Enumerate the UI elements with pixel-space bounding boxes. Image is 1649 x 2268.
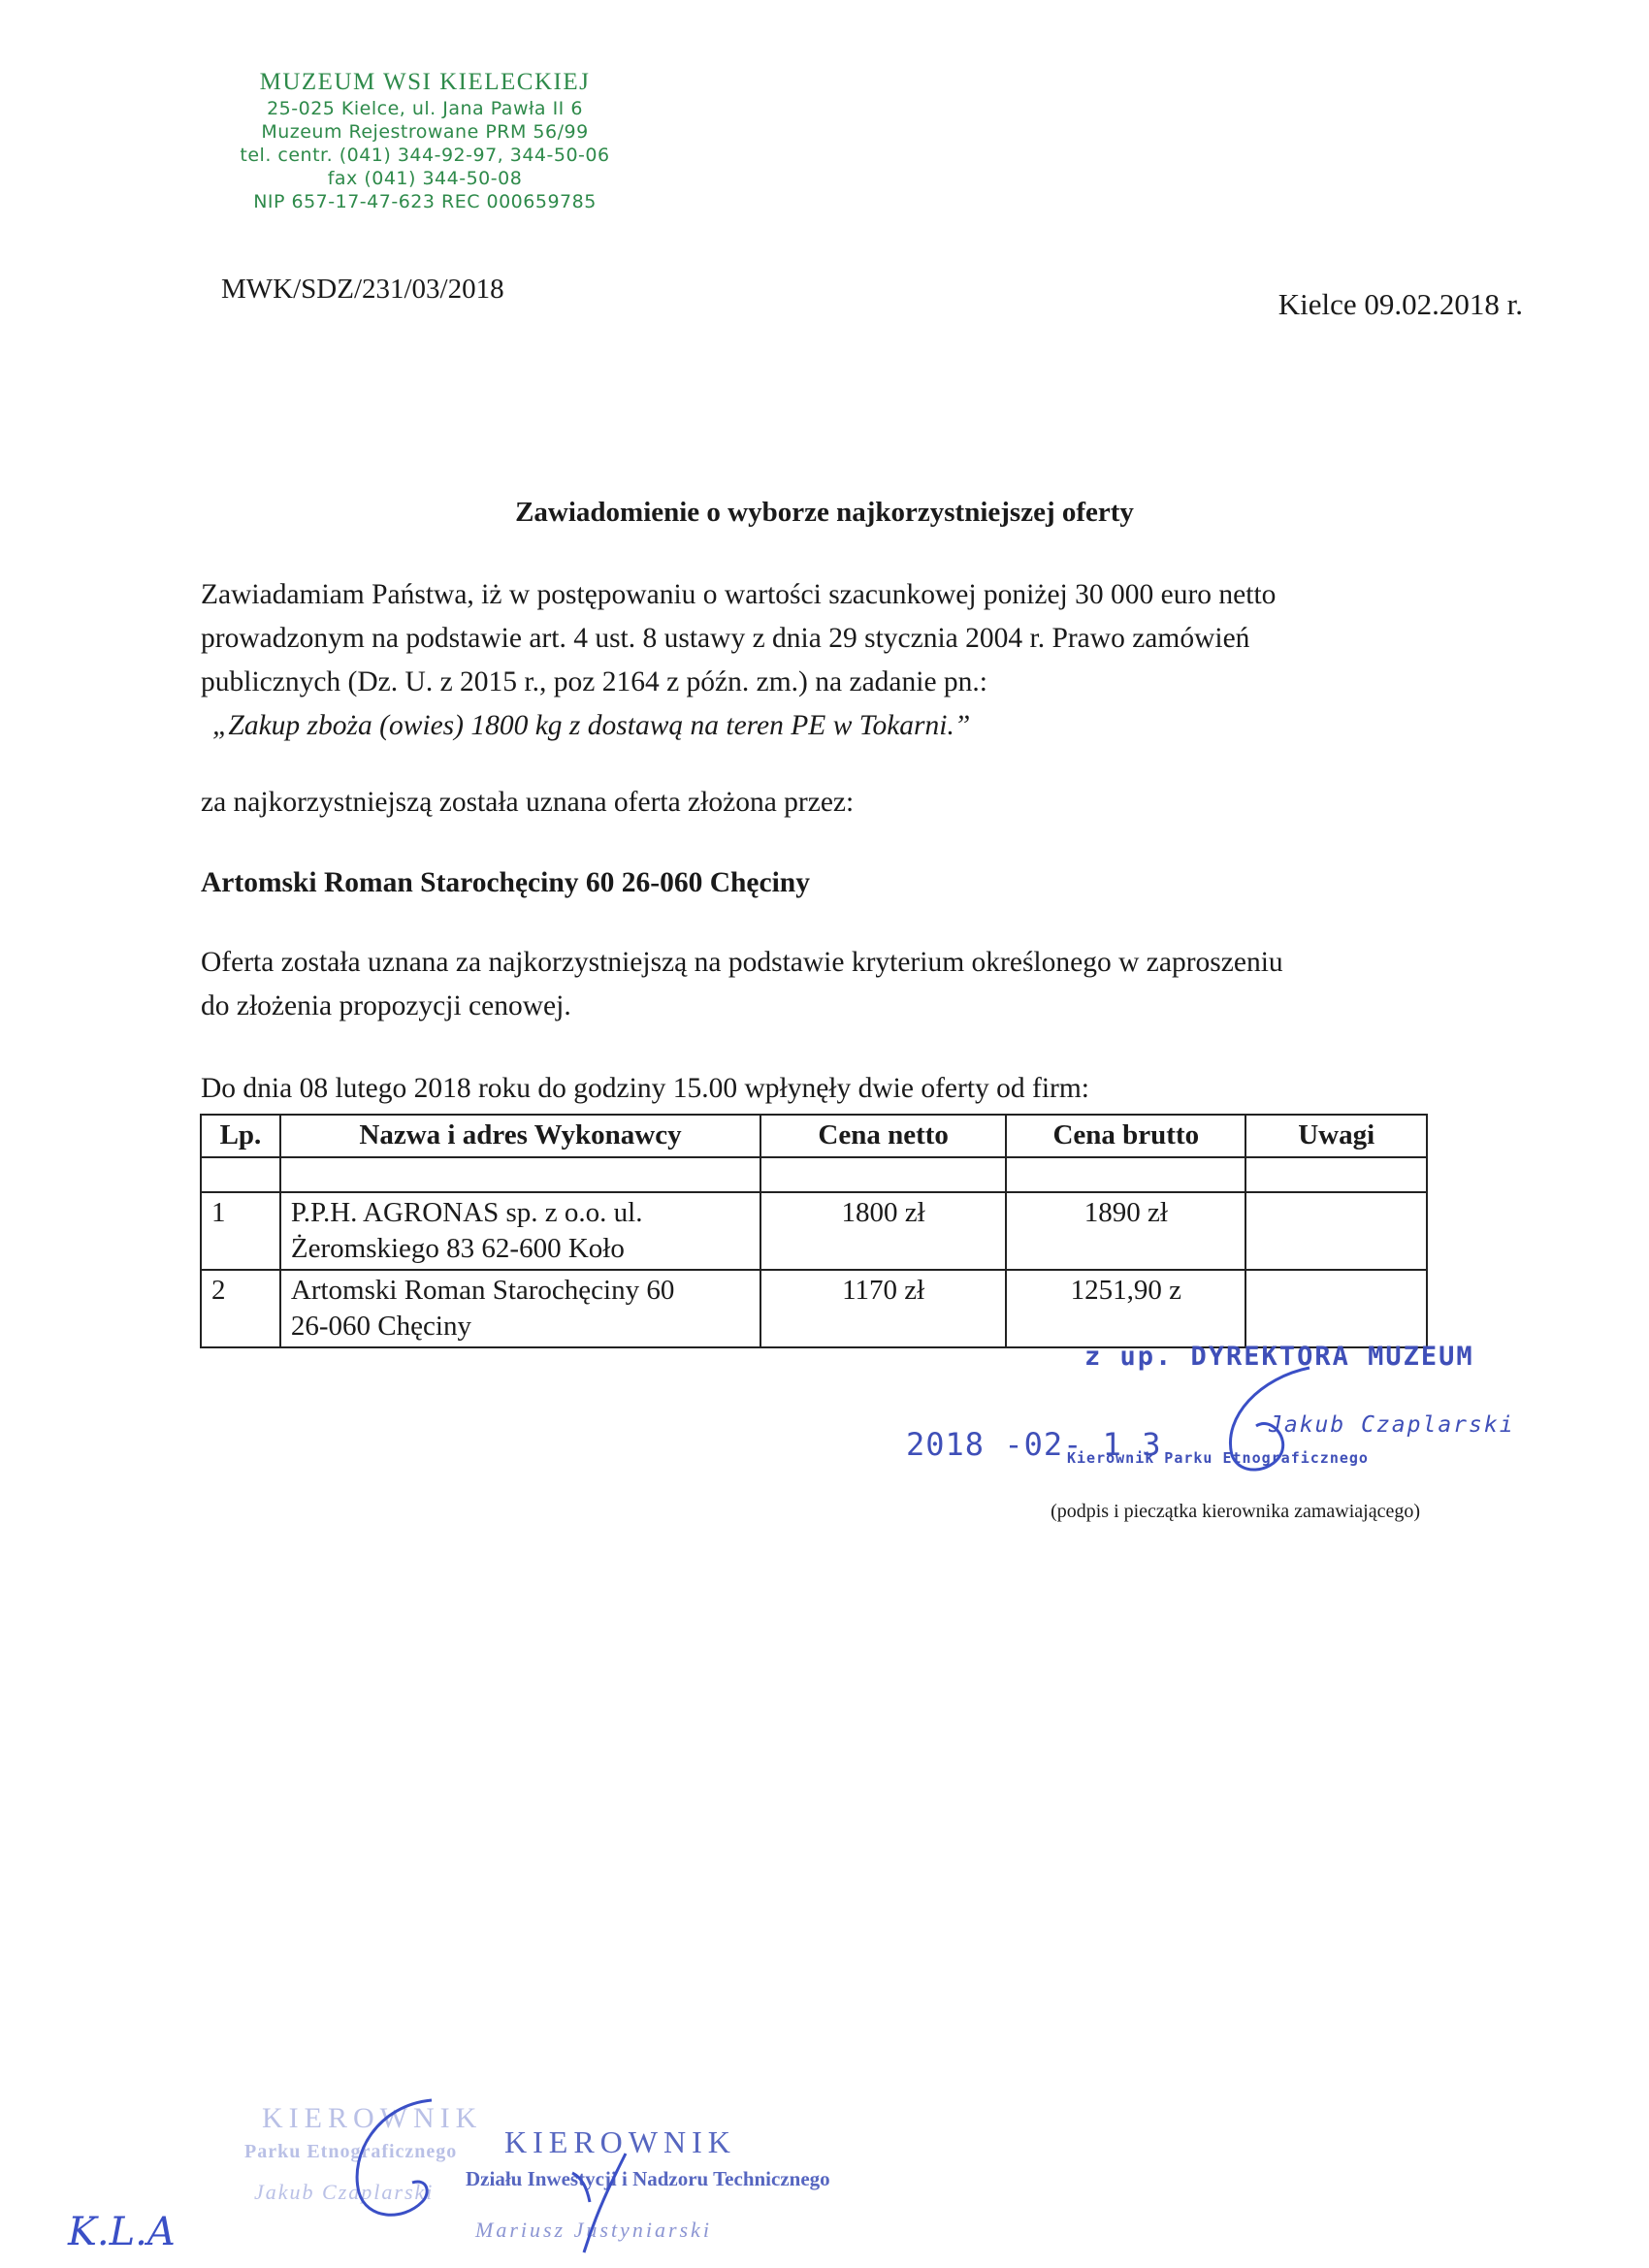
stamp-signatory-role: Kierownik Parku Etnograficznego: [1067, 1449, 1369, 1467]
cell-gross-price: 1251,90 z: [1006, 1270, 1245, 1347]
paragraph-line: do złożenia propozycji cenowej.: [201, 990, 571, 1021]
bottom-stamp-1-title: KIEROWNIK: [262, 2102, 483, 2134]
cell-net-price: 1170 zł: [760, 1270, 1006, 1347]
cell-net-price: 1800 zł: [760, 1192, 1006, 1270]
paragraph-line: prowadzonym na podstawie art. 4 ust. 8 ustawy z dnia 29 stycznia 2004 r. Prawo zamówień: [201, 623, 1250, 654]
task-name-quote: „Zakup zboża (owies) 1800 kg z dostawą na teren PE w Tokarni.”: [212, 710, 971, 741]
notification-paragraph: [201, 573, 1462, 748]
table-row: [201, 1270, 1427, 1347]
paragraph-line: publicznych (Dz. U. z 2015 r., poz 2164 z późn. zm.) na zadanie pn.:: [201, 666, 987, 697]
paragraph-line: Zawiadamiam Państwa, iż w postępowaniu o wartości szacunkowej poniżej 30 000 euro netto: [201, 579, 1277, 610]
reference-number: MWK/SDZ/231/03/2018: [221, 274, 504, 305]
stamp-deputy-director: z up. DYREKTORA MUZEUM: [1084, 1342, 1474, 1372]
bottom-stamp-1-department: Parku Etnograficznego: [244, 2141, 458, 2162]
place-and-date: Kielce 09.02.2018 r.: [1277, 287, 1523, 321]
museum-header-stamp: [221, 68, 629, 213]
selection-statement: za najkorzystniejszą została uznana oferta złożona przez:: [201, 787, 855, 818]
bottom-stamp-2-title: KIEROWNIK: [504, 2124, 736, 2159]
bottom-signature-1: [340, 2086, 485, 2231]
paragraph-line: Oferta została uznana za najkorzystniejszą na podstawie kryterium określonego w zaproszeniu: [201, 947, 1283, 978]
cell-contractor: [280, 1192, 760, 1270]
bottom-stamp-1-name: Jakub Czaplarski: [254, 2180, 435, 2204]
header-net-price: Cena netto: [760, 1115, 1006, 1157]
handwritten-initials: K.L.A: [68, 2210, 176, 2254]
stamp-museum-name: MUZEUM WSI KIELECKIEJ: [259, 69, 591, 95]
stamp-fax: fax (041) 344-50-08: [327, 168, 523, 189]
offers-intro: Do dnia 08 lutego 2018 roku do godziny 15.00 wpłynęły dwie oferty od firm:: [201, 1073, 1089, 1104]
cell-lp: 2: [201, 1270, 280, 1347]
header-contractor: Nazwa i adres Wykonawcy: [280, 1115, 760, 1157]
table-row-empty: [201, 1157, 1427, 1192]
contractor-line: Artomski Roman Starochęciny 60: [290, 1275, 675, 1306]
cell-contractor: [280, 1270, 760, 1347]
winning-bidder: Artomski Roman Starochęciny 60 26-060 Chęciny: [201, 867, 810, 898]
contractor-line: Żeromskiego 83 62-600 Koło: [290, 1233, 625, 1264]
header-notes: Uwagi: [1245, 1115, 1427, 1157]
cell-notes: [1245, 1192, 1427, 1270]
cell-notes: [1245, 1270, 1427, 1347]
header-gross-price: Cena brutto: [1006, 1115, 1245, 1157]
table-row: [201, 1192, 1427, 1270]
contractor-line: 26-060 Chęciny: [290, 1311, 471, 1342]
stamp-registry: Muzeum Rejestrowane PRM 56/99: [261, 121, 589, 143]
stamp-address: 25-025 Kielce, ul. Jana Pawła II 6: [267, 98, 583, 119]
table-header-row: [201, 1115, 1427, 1157]
signature-caption: (podpis i pieczątka kierownika zamawiającego): [1051, 1501, 1420, 1522]
stamp-date: 2018 -02- 1 3: [906, 1426, 1162, 1463]
header-lp: Lp.: [201, 1115, 280, 1157]
bottom-stamp-2-department: Działu Inwestycji i Nadzoru Technicznego: [466, 2167, 830, 2190]
cell-gross-price: 1890 zł: [1006, 1192, 1245, 1270]
stamp-phone: tel. centr. (041) 344-92-97, 344-50-06: [240, 145, 610, 166]
justification-paragraph: [201, 941, 1462, 1028]
handwritten-signature: [1203, 1358, 1339, 1484]
bottom-stamp-2-name: Mariusz Justyniarski: [475, 2218, 712, 2242]
document-title: Zawiadomienie o wyborze najkorzystniejszej oferty: [515, 497, 1134, 528]
bottom-signature-2: [543, 2144, 640, 2260]
contractor-line: P.P.H. AGRONAS sp. z o.o. ul.: [290, 1197, 643, 1228]
stamp-tax-id: NIP 657-17-47-623 REC 000659785: [253, 191, 597, 212]
offers-table: [200, 1114, 1428, 1348]
cell-lp: 1: [201, 1192, 280, 1270]
stamp-signatory-name: Jakub Czaplarski: [1269, 1412, 1515, 1438]
